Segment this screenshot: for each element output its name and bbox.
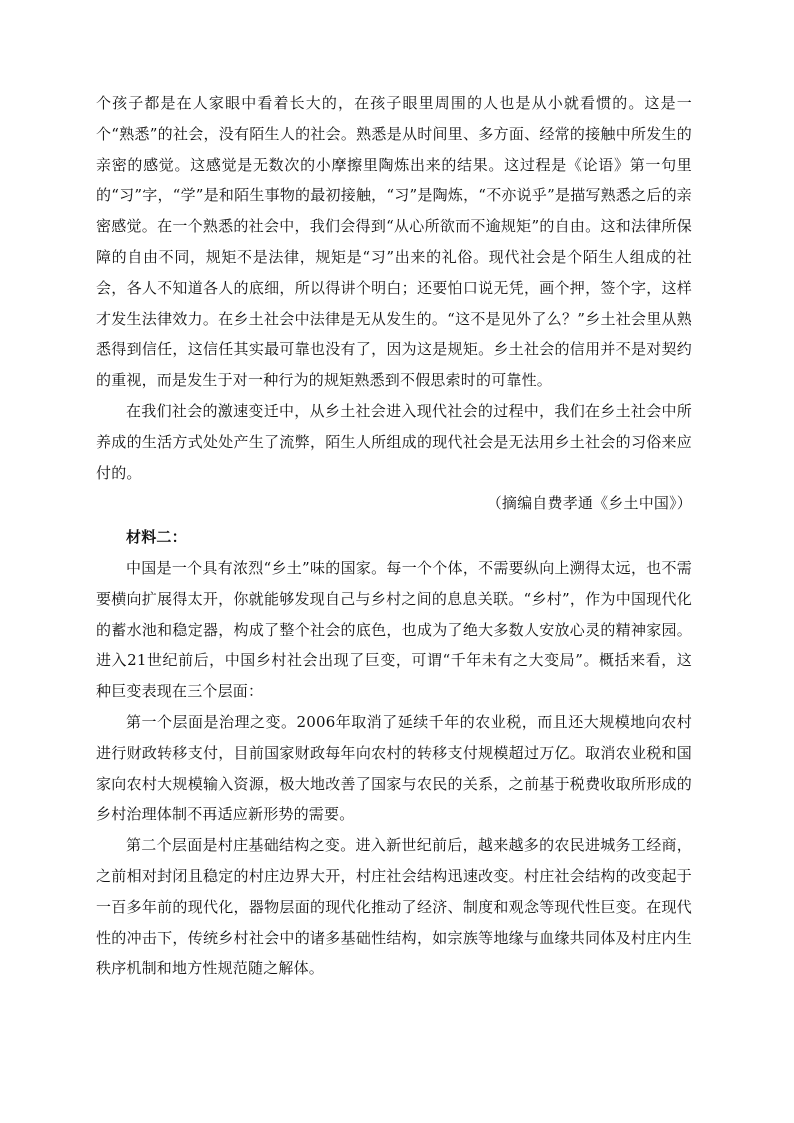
paragraph: 在我们社会的激速变迁中，从乡土社会进入现代社会的过程中，我们在乡土社会中所养成的生活方式处处产生了流弊，陌生人所组成的现代社会是无法用乡土社会的习俗来应付的。 [96,401,692,482]
paragraph: 第一个层面是治理之变。2006年取消了延续千年的农业税，而且还大规模地向农村进行财政转移支付，目前国家财政每年向农村的转移支付规模超过万亿。取消农业税和国家向农村大规模输入资源，极大地改善了国家与农民的关系，之前基于税费收取所形成的乡村治理体制不再适应新形势的需要。 [96,712,692,824]
section-heading: 材料二： [126,528,187,547]
source-citation: （摘编自费孝通《乡土中国》） [486,494,692,513]
paragraph-continued: 个孩子都是在人家眼中看着长大的，在孩子眼里周围的人也是从小就看惯的。这是一个“熟悉”的社会，没有陌生人的社会。熟悉是从时间里、多方面、经常的接触中所发生的亲密的感觉。这感觉是无数次的小摩擦里陶炼出来的结果。这过程是《论语》第一句里的“习”字，“学”是和陌生事物的最初接触，“习”是陶炼，“不亦说乎”是描写熟悉之后的亲密感觉。在一个熟悉的社会中，我们会得到“从心所欲而不逾规矩”的自由。这和法律所保障的自由不同，规矩不是法律，规矩是“习”出来的礼俗。现代社会是个陌生人组成的社会，各人不知道各人的底细，所以得讲个明白；还要怕口说无凭，画个押，签个字，这样才发生法律效力。在乡土社会中法律是无从发生的。“这不是见外了么？”乡土社会里从熟悉得到信任，这信任其实最可靠也没有了，因为这是规矩。乡土社会的信用并不是对契约的重视，而是发生于对一种行为的规矩熟悉到不假思索时的可靠性。 [96,94,692,390]
paragraph: 第二个层面是村庄基础结构之变。进入新世纪前后，越来越多的农民进城务工经商，之前相对封闭且稳定的村庄边界大开，村庄社会结构迅速改变。村庄社会结构的改变起于一百多年前的现代化，器物层面的现代化推动了经济、制度和观念等现代性巨变。在现代性的冲击下，传统乡村社会中的诸多基础性结构，如宗族等地缘与血缘共同体及村庄内生秩序机制和地方性规范随之解体。 [96,836,692,978]
document-page [96,88,692,984]
paragraph: 中国是一个具有浓烈“乡土”味的国家。每一个个体，不需要纵向上溯得太远，也不需要横向扩展得太开，你就能够发现自己与乡村之间的息息关联。“乡村”，作为中国现代化的蓄水池和稳定器，构成了整个社会的底色，也成为了绝大多数人安放心灵的精神家园。进入21世纪前后，中国乡村社会出现了巨变，可谓“千年未有之大变局”。概括来看，这种巨变表现在三个层面： [96,558,692,701]
